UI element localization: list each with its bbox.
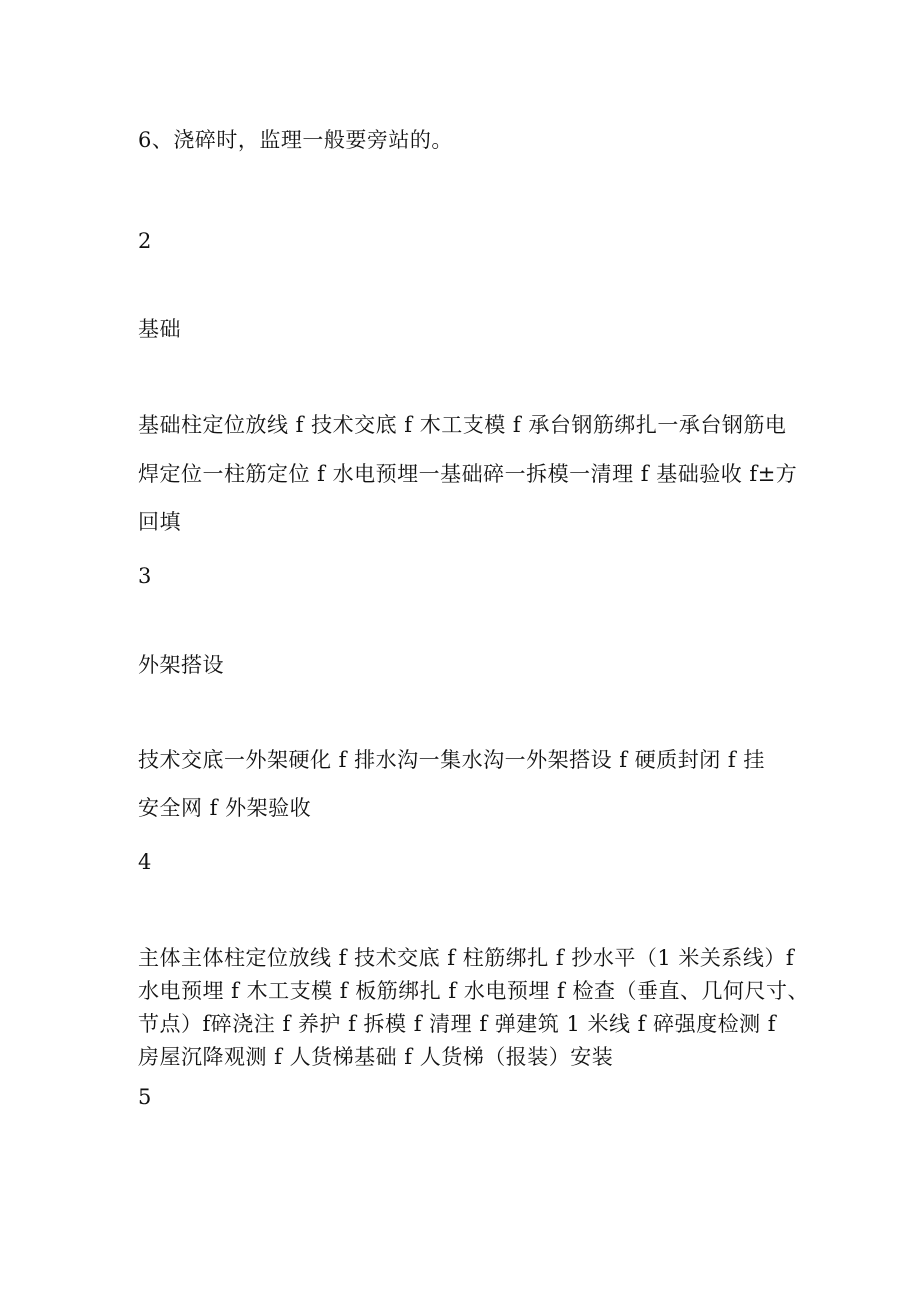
section-4-body-line-3: 节点）f碎浇注 f 养护 f 拆模 f 清理 f 弹建筑 1 米线 f 碎强度检测 f	[138, 1012, 777, 1036]
item-6-text: 6、浇碎时，监理一般要旁站的。	[138, 128, 453, 152]
section-3-body-line-1: 技术交底一外架硬化 f 排水沟一集水沟一外架搭设 f 硬质封闭 f 挂	[138, 748, 765, 772]
section-4-number: 4	[138, 850, 152, 874]
section-4-body-line-1: 主体主体柱定位放线 f 技术交底 f 柱筋绑扎 f 抄水平（1 米关系线）f	[138, 946, 795, 970]
section-3-number: 3	[138, 564, 152, 588]
section-2-body-line-2: 焊定位一柱筋定位 f 水电预埋一基础碎一拆模一清理 f 基础验收 f±方	[138, 462, 798, 486]
section-3-title: 外架搭设	[138, 653, 224, 677]
section-3-body-line-2: 安全网 f 外架验收	[138, 796, 312, 820]
section-4-body-line-4: 房屋沉降观测 f 人货梯基础 f 人货梯（报装）安装	[138, 1045, 614, 1069]
section-2-body-line-1: 基础柱定位放线 f 技术交底 f 木工支模 f 承台钢筋绑扎一承台钢筋电	[138, 413, 787, 437]
section-5-number: 5	[138, 1085, 152, 1109]
section-4-body-line-2: 水电预埋 f 木工支模 f 板筋绑扎 f 水电预埋 f 检查（垂直、几何尺寸、	[138, 979, 809, 1003]
section-2-title: 基础	[138, 317, 181, 341]
section-2-body-line-3: 回填	[138, 510, 181, 534]
section-2-number: 2	[138, 229, 152, 253]
